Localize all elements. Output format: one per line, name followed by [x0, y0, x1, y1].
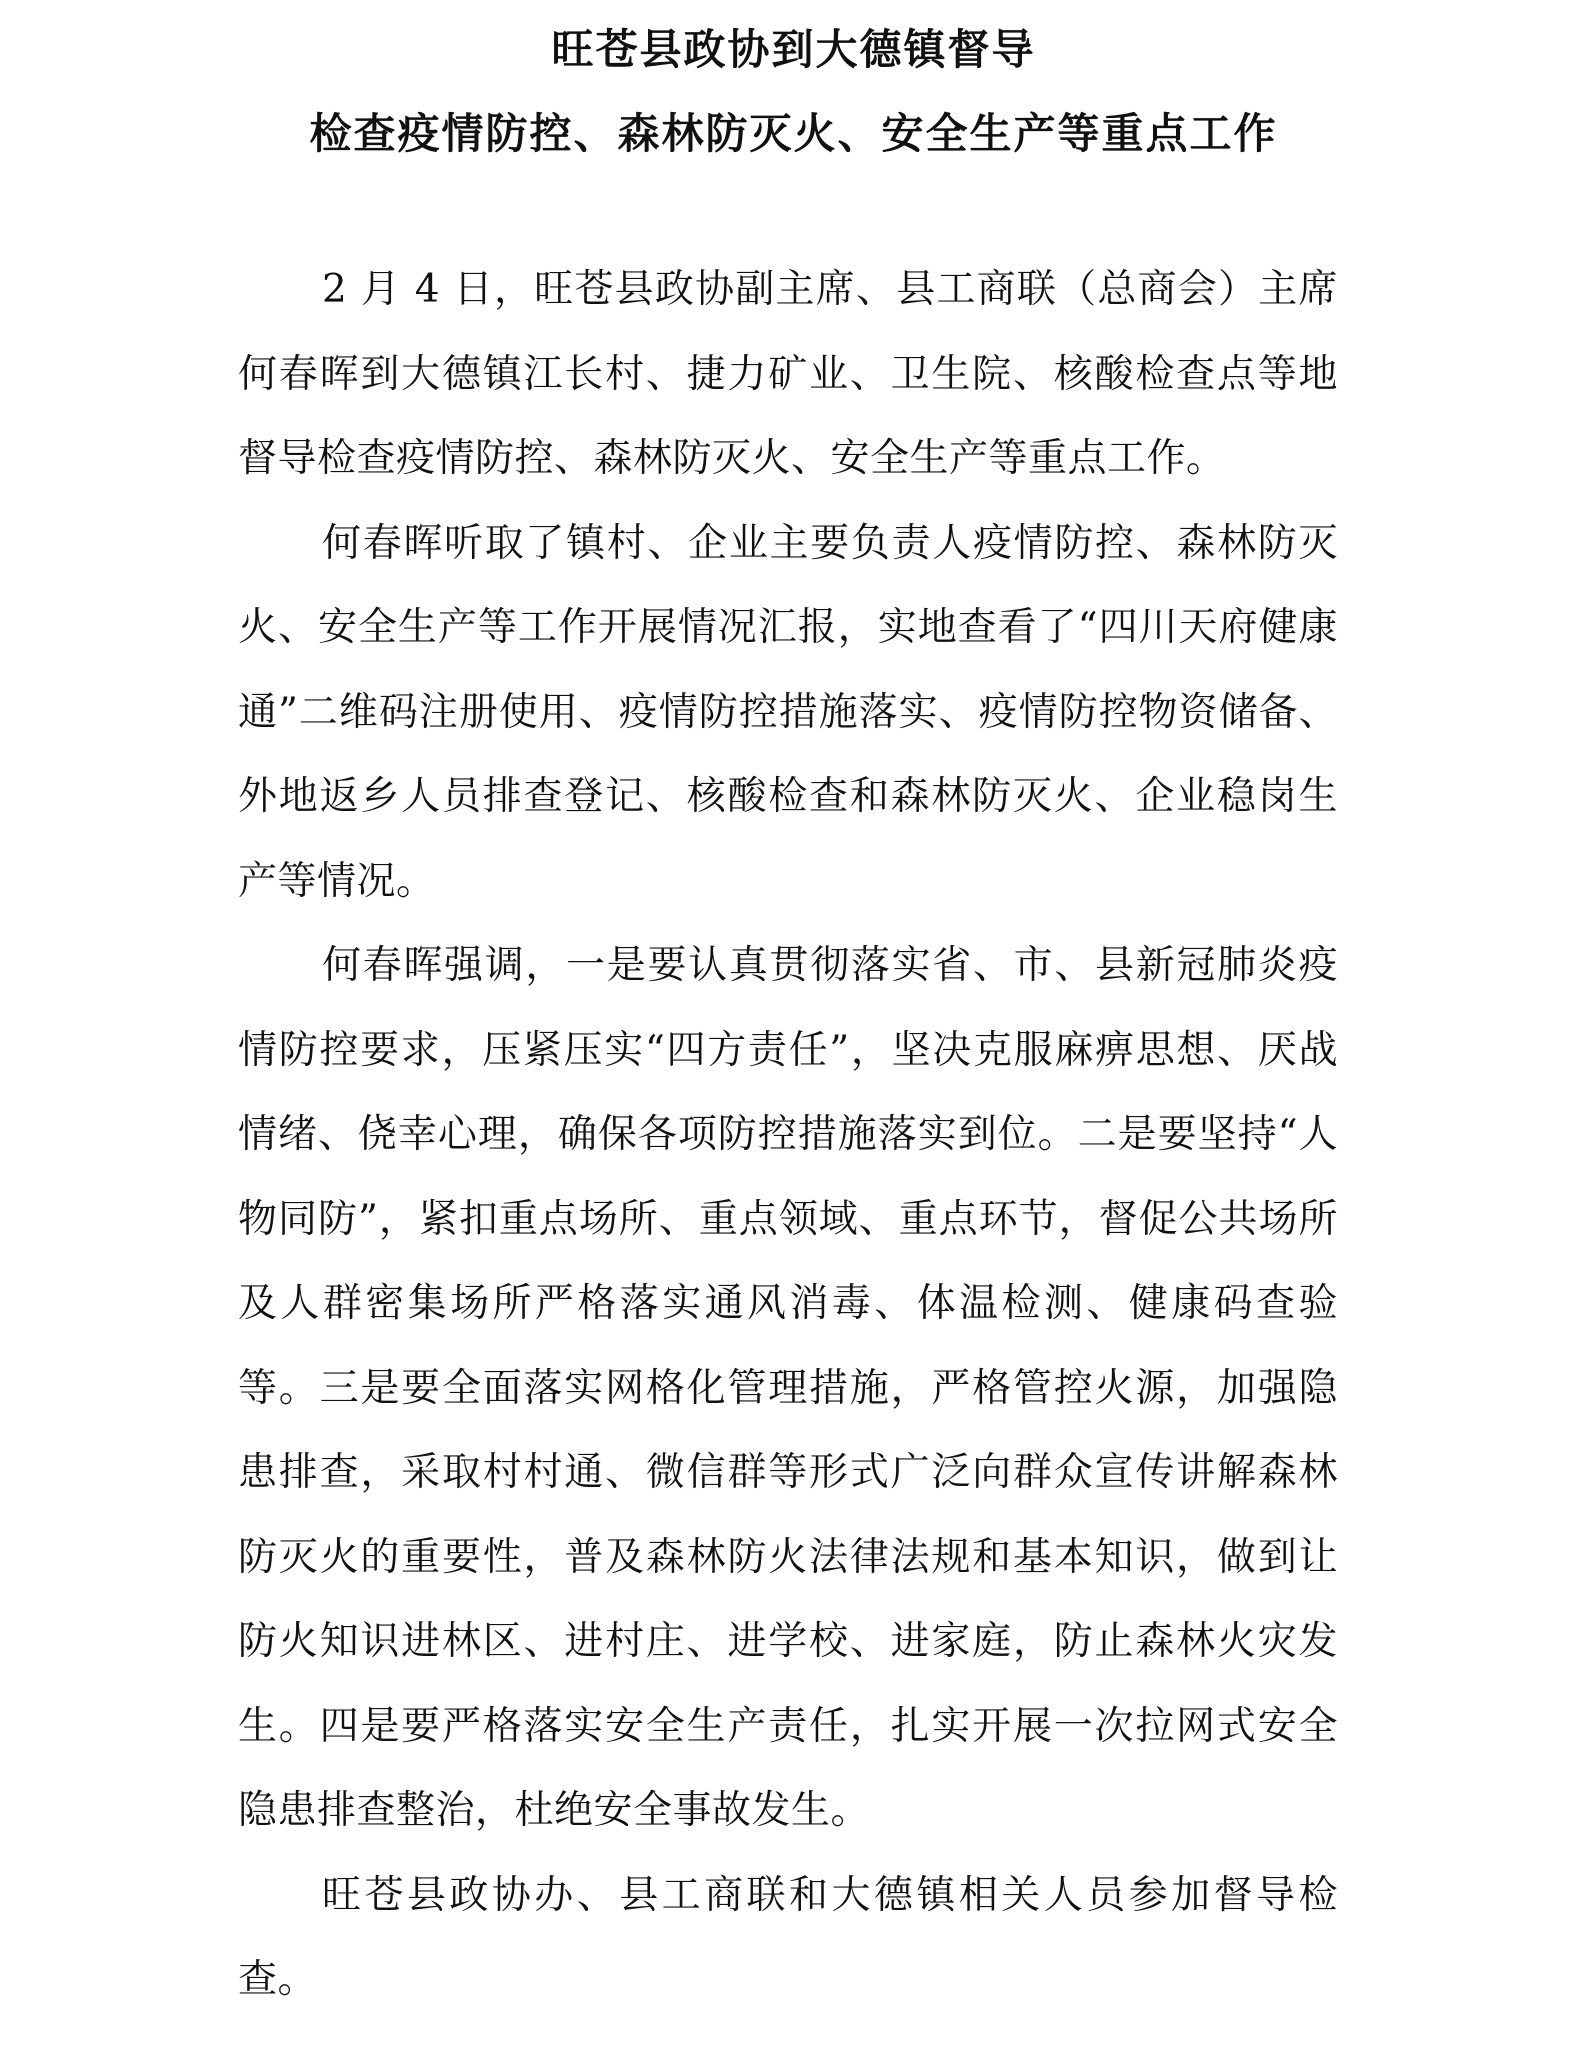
title-line-1: 旺苍县政协到大德镇督导 [551, 25, 1036, 74]
title-line-2: 检查疫情防控、森林防灭火、安全生产等重点工作 [309, 109, 1278, 158]
paragraph-2: 何春晖听取了镇村、企业主要负责人疫情防控、森林防灭火、安全生产等工作开展情况汇报，实地查看了“四川天府健康通”二维码注册使用、疫情防控措施落实、疫情防控物资储备、外地返乡人员排查登记、核酸检查和森林防灭火、企业稳岗生产等情况。 [238, 520, 1338, 904]
paragraph-3: 何春晖强调，一是要认真贯彻落实省、市、县新冠肺炎疫情防控要求，压紧压实“四方责任”，坚决克服麻痹思想、厌战情绪、侥幸心理，确保各项防控措施落实到位。二是要坚持“人物同防”，紧扣重点场所、重点领域、重点环节，督促公共场所及人群密集场所严格落实通风消毒、体温检测、健康码查验等。三是要全面落实网格化管理措施，严格管控火源，加强隐患排查，采取村村通、微信群等形式广泛向群众宣传讲解森林防灭火的重要性，普及森林防火法律法规和基本知识，做到让防火知识进林区、进村庄、进学校、进家庭，防止森林火灾发生。四是要严格落实安全生产责任，扎实开展一次拉网式安全隐患排查整治，杜绝安全事故发生。 [238, 943, 1338, 1833]
paragraph-1: 2 月 4 日，旺苍县政协副主席、县工商联（总商会）主席何春晖到大德镇江长村、捷力矿业、卫生院、核酸检查点等地督导检查疫情防控、森林防灭火、安全生产等重点工作。 [238, 267, 1338, 481]
article-title [0, 8, 1587, 176]
article-body [238, 248, 1338, 2023]
paragraph-4: 旺苍县政协办、县工商联和大德镇相关人员参加督导检查。 [238, 1872, 1338, 2002]
